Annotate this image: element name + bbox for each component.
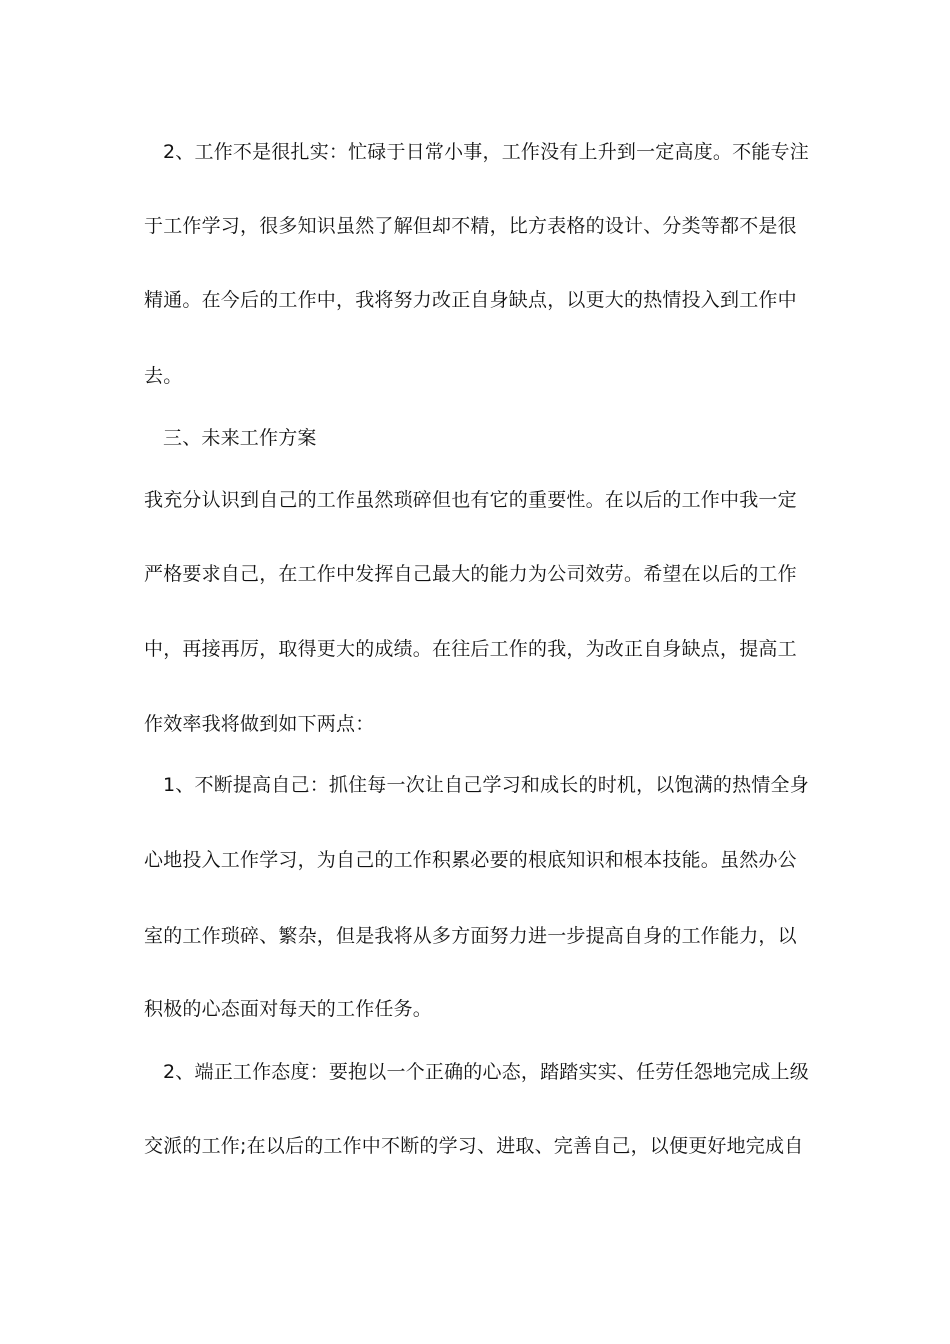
section-heading: 三、未来工作方案 xyxy=(163,427,317,449)
paragraph-line: 心地投入工作学习，为自己的工作积累必要的根底知识和根本技能。虽然办公 xyxy=(144,849,797,871)
paragraph-line: 去。 xyxy=(144,365,183,387)
paragraph-line: 积极的心态面对每天的工作任务。 xyxy=(144,998,433,1020)
paragraph-line: 2、工作不是很扎实：忙碌于日常小事，工作没有上升到一定高度。不能专注 xyxy=(163,141,809,163)
paragraph-line: 交派的工作;在以后的工作中不断的学习、进取、完善自己，以便更好地完成自 xyxy=(144,1135,804,1157)
paragraph-line: 精通。在今后的工作中，我将努力改正自身缺点，以更大的热情投入到工作中 xyxy=(144,289,797,311)
paragraph-line: 2、端正工作态度：要抱以一个正确的心态，踏踏实实、任劳任怨地完成上级 xyxy=(163,1061,809,1083)
paragraph-line: 于工作学习，很多知识虽然了解但却不精，比方表格的设计、分类等都不是很 xyxy=(144,215,797,237)
paragraph-line: 室的工作琐碎、繁杂，但是我将从多方面努力进一步提高自身的工作能力，以 xyxy=(144,925,797,947)
paragraph-line: 中，再接再厉，取得更大的成绩。在往后工作的我，为改正自身缺点，提高工 xyxy=(144,638,797,660)
paragraph-line: 作效率我将做到如下两点： xyxy=(144,713,375,735)
paragraph-line: 我充分认识到自己的工作虽然琐碎但也有它的重要性。在以后的工作中我一定 xyxy=(144,489,797,511)
paragraph-line: 严格要求自己，在工作中发挥自己最大的能力为公司效劳。希望在以后的工作 xyxy=(144,563,797,585)
paragraph-line: 1、不断提高自己：抓住每一次让自己学习和成长的时机，以饱满的热情全身 xyxy=(163,774,809,796)
